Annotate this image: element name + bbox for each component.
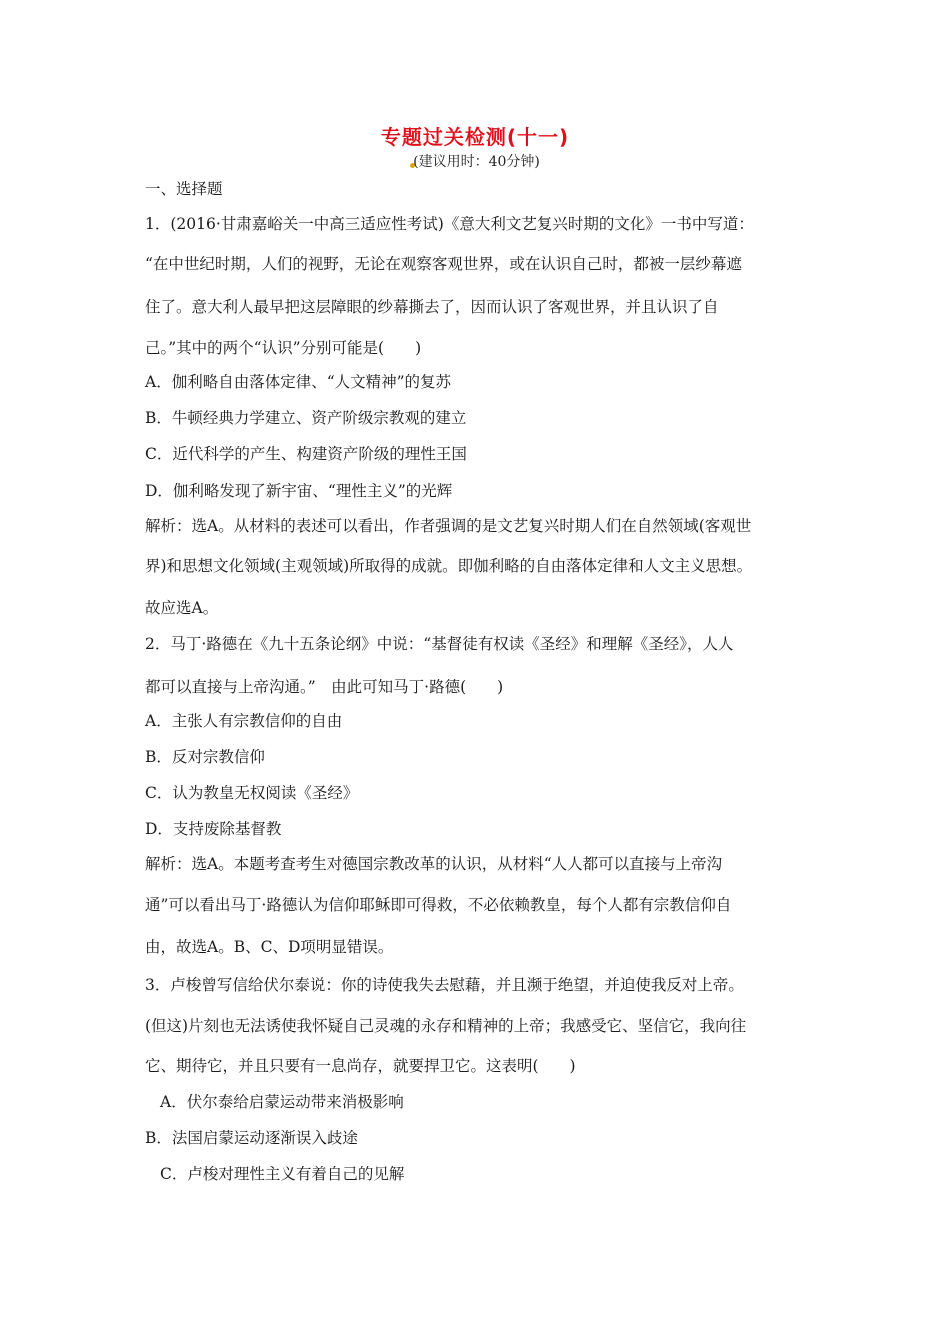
q3-stem-line: 3．卢梭曾写信给伏尔泰说：你的诗使我失去慰藉，并且濒于绝望，并迫使我反对上帝。 xyxy=(145,976,744,994)
q1-option-a: A．伽利略自由落体定律、“人文精神”的复苏 xyxy=(145,373,452,391)
q2-option-d: D．支持废除基督教 xyxy=(145,820,282,838)
page-subtitle xyxy=(0,151,950,171)
q2-option-b: B．反对宗教信仰 xyxy=(145,748,265,766)
q2-option-a: A．主张人有宗教信仰的自由 xyxy=(145,712,343,730)
q2-stem-line: 2．马丁·路德在《九十五条论纲》中说：“基督徒有权读《圣经》和理解《圣经》，人人 xyxy=(145,635,734,653)
q1-option-d: D．伽利略发现了新宇宙、“理性主义”的光辉 xyxy=(145,482,453,500)
q3-option-c: C．卢梭对理性主义有着自己的见解 xyxy=(160,1165,405,1183)
q2-analysis-line: 由，故选A。B、C、D项明显错误。 xyxy=(145,938,394,956)
q1-stem-line: 己。”其中的两个“认识”分别可能是( ) xyxy=(145,339,422,357)
q1-stem-line: “在中世纪时期，人们的视野，无论在观察客观世界，或在认识自己时，都被一层纱幕遮 xyxy=(145,255,742,273)
q3-stem-line: (但这)片刻也无法诱使我怀疑自己灵魂的永存和精神的上帝；我感受它、坚信它，我向往 xyxy=(145,1017,747,1035)
section-heading: 一、选择题 xyxy=(145,180,223,198)
q1-option-c: C．近代科学的产生、构建资产阶级的理性王国 xyxy=(145,445,467,463)
q1-analysis-line: 解析：选A。从材料的表述可以看出，作者强调的是文艺复兴时期人们在自然领域(客观世 xyxy=(145,517,752,535)
q2-stem-line: 都可以直接与上帝沟通。” 由此可知马丁·路德( ) xyxy=(145,678,504,696)
q2-analysis-line: 通”可以看出马丁·路德认为信仰耶稣即可得救，不必依赖教皇，每个人都有宗教信仰自 xyxy=(145,896,732,914)
q3-stem-line: 它、期待它，并且只要有一息尚存，就要捍卫它。这表明( ) xyxy=(145,1057,576,1075)
q3-option-b: B．法国启蒙运动逐渐误入歧途 xyxy=(145,1129,358,1147)
q1-analysis-line: 故应选A。 xyxy=(145,599,219,617)
q2-option-c: C．认为教皇无权阅读《圣经》 xyxy=(145,784,359,802)
subtitle-text: (建议用时：40分钟) xyxy=(413,154,540,170)
q3-option-a: A．伏尔泰给启蒙运动带来消极影响 xyxy=(160,1093,404,1111)
q1-analysis-line: 界)和思想文化领域(主观领域)所取得的成就。即伽利略的自由落体定律和人文主义思想。 xyxy=(145,557,753,575)
q1-option-b: B．牛顿经典力学建立、资产阶级宗教观的建立 xyxy=(145,409,467,427)
q1-stem-line: 1．(2016·甘肃嘉峪关一中高三适应性考试)《意大利文艺复兴时期的文化》一书中写道： xyxy=(145,215,754,233)
q2-analysis-line: 解析：选A。本题考查考生对德国宗教改革的认识，从材料“人人都可以直接与上帝沟 xyxy=(145,855,723,873)
page-title: 专题过关检测(十一) xyxy=(380,125,570,149)
q1-stem-line: 住了。意大利人最早把这层障眼的纱幕撕去了，因而认识了客观世界，并且认识了自 xyxy=(145,298,719,316)
